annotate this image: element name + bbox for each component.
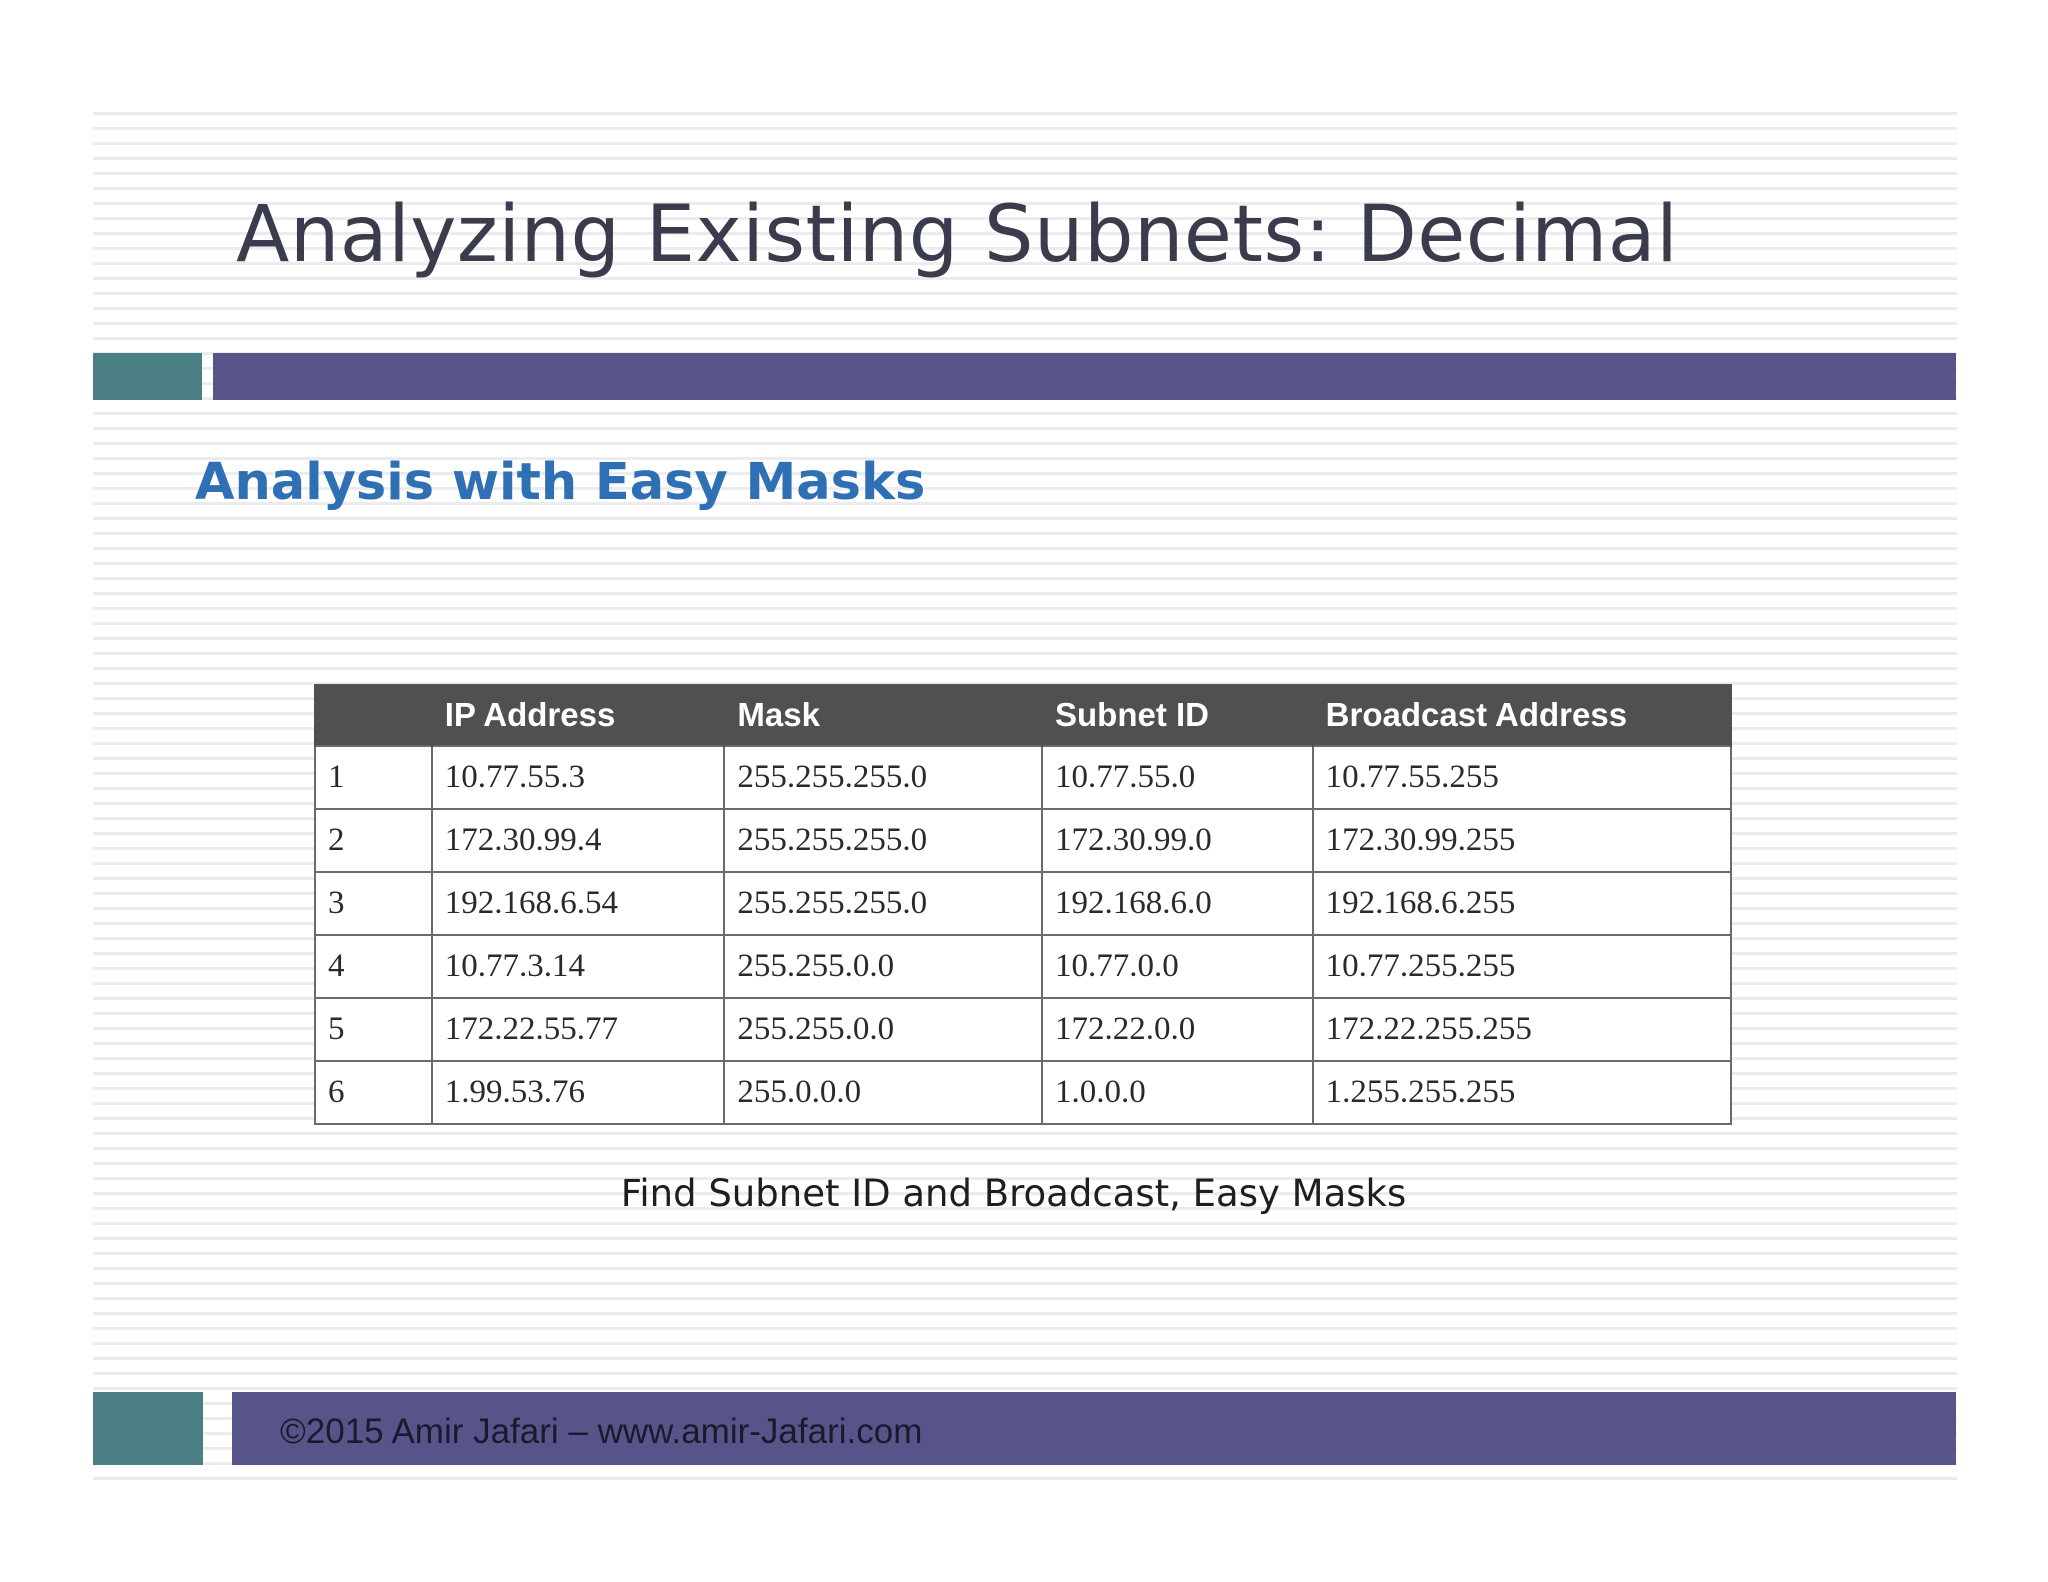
table-row bbox=[315, 809, 1731, 872]
mask-cell: 255.255.255.0 bbox=[724, 872, 1042, 935]
row-index-cell: 4 bbox=[315, 935, 432, 998]
subnet-id-cell: 192.168.6.0 bbox=[1042, 872, 1313, 935]
header-cell-broadcast-address: Broadcast Address bbox=[1313, 684, 1731, 746]
broadcast-address-cell: 172.22.255.255 bbox=[1313, 998, 1731, 1061]
row-index-cell: 6 bbox=[315, 1061, 432, 1124]
table-row bbox=[315, 1061, 1731, 1124]
footer-teal-square bbox=[93, 1392, 203, 1465]
broadcast-address-cell: 10.77.255.255 bbox=[1313, 935, 1731, 998]
mask-cell: 255.255.255.0 bbox=[724, 746, 1042, 809]
broadcast-address-cell: 172.30.99.255 bbox=[1313, 809, 1731, 872]
section-subtitle: Analysis with Easy Masks bbox=[195, 453, 926, 512]
header-cell-subnet-id: Subnet ID bbox=[1042, 684, 1313, 746]
table-header-row bbox=[315, 684, 1731, 746]
row-index-cell: 5 bbox=[315, 998, 432, 1061]
mask-cell: 255.255.255.0 bbox=[724, 809, 1042, 872]
slide-title: Analyzing Existing Subnets: Decimal bbox=[236, 190, 1679, 280]
broadcast-address-cell: 10.77.55.255 bbox=[1313, 746, 1731, 809]
subnet-id-cell: 10.77.55.0 bbox=[1042, 746, 1313, 809]
table-row bbox=[315, 872, 1731, 935]
ip-address-cell: 172.30.99.4 bbox=[432, 809, 725, 872]
table-row bbox=[315, 935, 1731, 998]
ip-address-cell: 10.77.3.14 bbox=[432, 935, 725, 998]
subnet-id-cell: 172.30.99.0 bbox=[1042, 809, 1313, 872]
row-index-cell: 1 bbox=[315, 746, 432, 809]
ip-address-cell: 192.168.6.54 bbox=[432, 872, 725, 935]
ip-address-cell: 172.22.55.77 bbox=[432, 998, 725, 1061]
header-purple-bar bbox=[213, 353, 1956, 400]
header-cell-index bbox=[315, 684, 432, 746]
ip-address-cell: 10.77.55.3 bbox=[432, 746, 725, 809]
header-cell-mask: Mask bbox=[724, 684, 1042, 746]
subnet-id-cell: 172.22.0.0 bbox=[1042, 998, 1313, 1061]
mask-cell: 255.255.0.0 bbox=[724, 935, 1042, 998]
table-row bbox=[315, 998, 1731, 1061]
mask-cell: 255.255.0.0 bbox=[724, 998, 1042, 1061]
mask-cell: 255.0.0.0 bbox=[724, 1061, 1042, 1124]
ip-address-cell: 1.99.53.76 bbox=[432, 1061, 725, 1124]
footer-copyright: ©2015 Amir Jafari – www.amir-Jafari.com bbox=[280, 1412, 923, 1451]
header-cell-ip-address: IP Address bbox=[432, 684, 725, 746]
broadcast-address-cell: 1.255.255.255 bbox=[1313, 1061, 1731, 1124]
header-teal-square bbox=[93, 353, 202, 400]
row-index-cell: 3 bbox=[315, 872, 432, 935]
row-index-cell: 2 bbox=[315, 809, 432, 872]
subnet-id-cell: 1.0.0.0 bbox=[1042, 1061, 1313, 1124]
subnet-table bbox=[314, 684, 1732, 1125]
broadcast-address-cell: 192.168.6.255 bbox=[1313, 872, 1731, 935]
table-caption: Find Subnet ID and Broadcast, Easy Masks bbox=[620, 1172, 1407, 1215]
table-row bbox=[315, 746, 1731, 809]
subnet-id-cell: 10.77.0.0 bbox=[1042, 935, 1313, 998]
